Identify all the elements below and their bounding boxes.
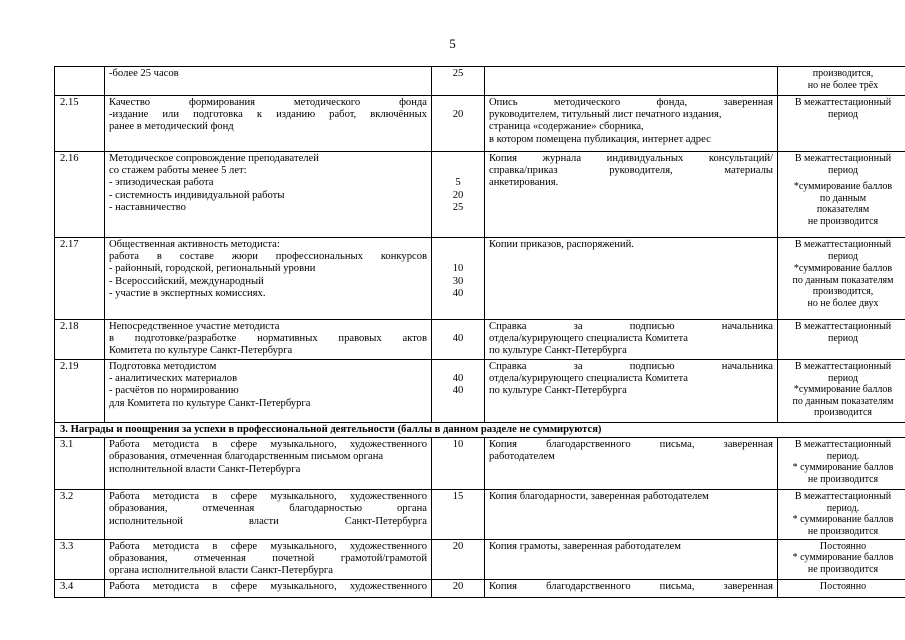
criterion-line: - участие в экспертных комиссиях. bbox=[109, 287, 266, 299]
criterion-line: в подготовке/разработке нормативных правовых актов bbox=[109, 333, 427, 345]
note-line: не производится bbox=[807, 525, 879, 537]
criterion-line: - Всероссийский, международный bbox=[109, 275, 264, 287]
note-cell bbox=[778, 320, 905, 360]
table-row bbox=[55, 238, 905, 320]
points-cell bbox=[432, 539, 485, 579]
criterion-line: Подготовка методистом bbox=[109, 361, 217, 372]
document-line: руководителем, титульный лист печатного издания, bbox=[489, 109, 722, 121]
note-line: В межаттестационный bbox=[794, 153, 892, 164]
note-line: не производится bbox=[807, 215, 879, 227]
document-cell bbox=[485, 238, 778, 320]
document-line: справка/приказ руководителя, материалы bbox=[489, 165, 773, 177]
points-value: 20 bbox=[452, 189, 464, 201]
points-value bbox=[436, 165, 480, 177]
document-cell bbox=[485, 67, 778, 96]
document-cell bbox=[485, 438, 778, 490]
points-value: 10 bbox=[452, 263, 464, 275]
note-line: В межаттестационный bbox=[794, 239, 892, 250]
document-line: Копия благодарности, заверенная работодателем bbox=[489, 491, 709, 503]
criteria-table bbox=[54, 66, 905, 598]
document-line: Копия грамоты, заверенная работодателем bbox=[489, 540, 681, 552]
points-value: 25 bbox=[452, 68, 464, 79]
document-line: Копия благодарственного письма, заверенная bbox=[489, 580, 773, 592]
criterion-line: работа в составе жюри профессиональных конкурсов bbox=[109, 251, 427, 263]
row-number-cell bbox=[55, 67, 105, 96]
criterion-line: образования, отмеченная благодарностью органа bbox=[109, 503, 427, 515]
note-line: по данным bbox=[819, 192, 867, 204]
criterion-cell bbox=[105, 360, 432, 423]
table-row bbox=[55, 360, 905, 423]
criterion-cell bbox=[105, 96, 432, 152]
note-cell bbox=[778, 360, 905, 423]
note-line: производится, bbox=[812, 286, 874, 298]
note-line: не производится bbox=[807, 473, 879, 485]
note-line: период bbox=[828, 332, 858, 344]
note-line: по данным показателям bbox=[792, 274, 894, 286]
document-cell bbox=[485, 360, 778, 423]
note-line: В межаттестационный bbox=[794, 97, 892, 108]
note-cell bbox=[778, 438, 905, 490]
points-value: 10 bbox=[452, 439, 464, 451]
table-row bbox=[55, 438, 905, 490]
criterion-line: Работа методиста в сфере музыкального, художественного bbox=[109, 540, 427, 552]
document-line: анкетирования. bbox=[489, 177, 559, 189]
points-value: 15 bbox=[452, 491, 464, 503]
points-cell bbox=[432, 490, 485, 539]
section-title: 3. Награды и поощрения за успехи в профессиональной деятельности (баллы в данном разделе не суммируются) bbox=[55, 423, 905, 438]
section-heading-row bbox=[55, 423, 905, 438]
note-line: период. bbox=[826, 450, 860, 462]
points-cell bbox=[432, 320, 485, 360]
document-line: в котором помещена публикация, интернет адрес bbox=[489, 133, 711, 145]
table-row bbox=[55, 152, 905, 238]
note-line: показателям bbox=[816, 204, 870, 216]
note-line: *суммирование баллов bbox=[793, 263, 893, 275]
criterion-line: исполнительной власти Санкт-Петербурга bbox=[109, 515, 427, 527]
criterion-line: исполнительной власти Санкт-Петербурга bbox=[109, 463, 301, 475]
document-cell bbox=[485, 579, 778, 597]
criterion-line: образования, отмеченная почетной грамотой/грамотой bbox=[109, 552, 427, 564]
note-line: Постоянно bbox=[819, 540, 867, 552]
note-line: период bbox=[828, 108, 858, 120]
table-row bbox=[55, 490, 905, 539]
criterion-line: Работа методиста в сфере музыкального, художественного bbox=[109, 439, 427, 451]
criterion-line: -более 25 часов bbox=[109, 68, 179, 79]
criterion-line: Работа методиста в сфере музыкального, художественного bbox=[109, 580, 427, 592]
points-value: 20 bbox=[452, 540, 464, 552]
criterion-line: - аналитических материалов bbox=[109, 373, 238, 385]
points-value: 5 bbox=[455, 177, 461, 189]
table-row bbox=[55, 579, 905, 597]
points-value: 20 bbox=[452, 580, 464, 592]
document-cell bbox=[485, 96, 778, 152]
document-line: Справка за подписью начальника bbox=[489, 321, 773, 332]
criterion-line: -издание или подготовка к изданию работ, включённых bbox=[109, 109, 427, 121]
criterion-cell bbox=[105, 238, 432, 320]
note-line: период bbox=[828, 164, 858, 176]
points-value: 40 bbox=[452, 287, 464, 299]
criterion-line: - системность индивидуальной работы bbox=[109, 189, 285, 201]
criterion-line: Методическое сопровождение преподавателей bbox=[109, 153, 319, 164]
criterion-line: Непосредственное участие методиста bbox=[109, 321, 280, 332]
note-line: В межаттестационный bbox=[794, 439, 892, 451]
document-line: отдела/курирующего специалиста Комитета bbox=[489, 373, 688, 385]
note-cell bbox=[778, 490, 905, 539]
points-value bbox=[436, 153, 480, 165]
note-line: Постоянно bbox=[819, 580, 867, 592]
points-cell bbox=[432, 360, 485, 423]
points-cell bbox=[432, 67, 485, 96]
document-cell bbox=[485, 152, 778, 238]
points-value: 40 bbox=[452, 333, 464, 345]
points-cell bbox=[432, 238, 485, 320]
table-row bbox=[55, 67, 905, 96]
note-line: * суммирование баллов bbox=[792, 552, 894, 564]
document-line: Опись методического фонда, заверенная bbox=[489, 97, 773, 108]
document-line: по культуре Санкт-Петербурга bbox=[489, 345, 627, 357]
criterion-line: образования, отмеченная благодарственным письмом органа bbox=[109, 451, 384, 463]
row-number-cell: 2.15 bbox=[55, 96, 105, 152]
page-number: 5 bbox=[449, 36, 456, 51]
criterion-line: - расчётов по нормированию bbox=[109, 385, 239, 397]
document-line: отдела/курирующего специалиста Комитета bbox=[489, 333, 688, 345]
note-line: В межаттестационный bbox=[794, 321, 892, 332]
row-number-cell: 3.3 bbox=[55, 539, 105, 579]
row-number-cell: 3.1 bbox=[55, 438, 105, 490]
points-value bbox=[436, 97, 480, 109]
criterion-cell bbox=[105, 67, 432, 96]
note-cell bbox=[778, 238, 905, 320]
criterion-line: органа исполнительной власти Санкт-Петербурга bbox=[109, 564, 333, 576]
note-line: период bbox=[828, 250, 858, 262]
document-line: Справка за подписью начальника bbox=[489, 361, 773, 372]
criterion-cell bbox=[105, 152, 432, 238]
criterion-line: Общественная активность методиста: bbox=[109, 239, 280, 250]
note-line: период bbox=[828, 372, 858, 384]
points-value: 40 bbox=[452, 385, 464, 397]
note-line: *суммирование баллов bbox=[793, 181, 893, 193]
document-line: страница «содержание» сборника, bbox=[489, 121, 644, 133]
document-line: Копия благодарственного письма, заверенная bbox=[489, 439, 773, 451]
row-number-cell: 3.4 bbox=[55, 579, 105, 597]
criterion-cell bbox=[105, 579, 432, 597]
document-cell bbox=[485, 490, 778, 539]
document-cell bbox=[485, 320, 778, 360]
criterion-cell bbox=[105, 490, 432, 539]
note-line: В межаттестационный bbox=[794, 491, 892, 503]
criterion-line: Работа методиста в сфере музыкального, художественного bbox=[109, 491, 427, 503]
table-row bbox=[55, 96, 905, 152]
note-line: * суммирование баллов bbox=[792, 514, 894, 526]
points-value: 25 bbox=[452, 201, 464, 213]
note-cell bbox=[778, 96, 905, 152]
points-cell bbox=[432, 152, 485, 238]
note-line: по данным показателям bbox=[792, 395, 894, 407]
note-line: В межаттестационный bbox=[794, 361, 892, 372]
row-number-cell: 2.18 bbox=[55, 320, 105, 360]
points-value bbox=[436, 361, 480, 373]
note-line: период. bbox=[826, 502, 860, 514]
table-row bbox=[55, 539, 905, 579]
note-line: *суммирование баллов bbox=[793, 384, 893, 396]
note-line: * суммирование баллов bbox=[792, 462, 894, 474]
note-line: не производится bbox=[807, 563, 879, 575]
document-line: Копия журнала индивидуальных консультаций/ bbox=[489, 153, 773, 164]
note-cell bbox=[778, 579, 905, 597]
points-value: 20 bbox=[452, 109, 464, 121]
criterion-cell bbox=[105, 320, 432, 360]
points-value: 30 bbox=[452, 275, 464, 287]
document-line: работодателем bbox=[489, 451, 555, 463]
criterion-line: Качество формирования методического фонда bbox=[109, 97, 427, 108]
points-value: 40 bbox=[452, 373, 464, 385]
criterion-line: - наставничество bbox=[109, 201, 186, 213]
note-line: но не более трёх bbox=[807, 79, 879, 91]
points-cell bbox=[432, 438, 485, 490]
criterion-line: для Комитета по культуре Санкт-Петербурга bbox=[109, 397, 311, 409]
points-cell bbox=[432, 96, 485, 152]
criterion-line: - эпизодическая работа bbox=[109, 177, 214, 189]
points-value bbox=[436, 251, 480, 263]
criterion-cell bbox=[105, 539, 432, 579]
criterion-cell bbox=[105, 438, 432, 490]
document-cell bbox=[485, 539, 778, 579]
row-number-cell: 3.2 bbox=[55, 490, 105, 539]
note-cell bbox=[778, 67, 905, 96]
points-cell bbox=[432, 579, 485, 597]
row-number-cell: 2.19 bbox=[55, 360, 105, 423]
row-number-cell: 2.17 bbox=[55, 238, 105, 320]
criterion-line: со стажем работы менее 5 лет: bbox=[109, 165, 247, 177]
note-cell bbox=[778, 539, 905, 579]
note-line: производится, bbox=[812, 68, 874, 79]
row-number-cell: 2.16 bbox=[55, 152, 105, 238]
document-line: по культуре Санкт-Петербурга bbox=[489, 385, 627, 397]
note-line: но не более двух bbox=[807, 297, 879, 309]
note-cell bbox=[778, 152, 905, 238]
points-value bbox=[436, 321, 480, 333]
document-line: Копии приказов, распоряжений. bbox=[489, 239, 634, 250]
criterion-line: Комитета по культуре Санкт-Петербурга bbox=[109, 345, 293, 357]
criterion-line: ранее в методический фонд bbox=[109, 121, 234, 133]
note-line: производится bbox=[814, 407, 872, 419]
criterion-line: - районный, городской, региональный уровни bbox=[109, 263, 316, 275]
points-value bbox=[436, 239, 480, 251]
table-row bbox=[55, 320, 905, 360]
